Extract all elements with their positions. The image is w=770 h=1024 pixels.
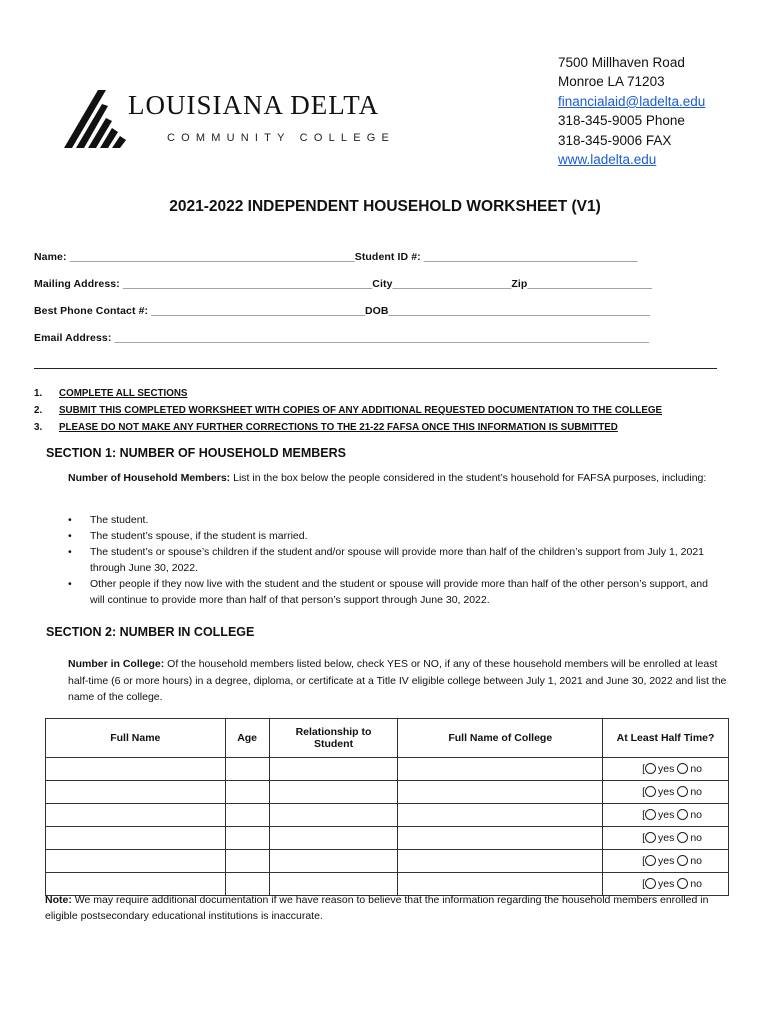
no-radio[interactable] xyxy=(677,832,688,843)
phone-dob-field[interactable]: Best Phone Contact #: ____________________________________DOB____________________________________________ xyxy=(34,305,650,317)
section2-lead-bold: Number in College: xyxy=(68,658,165,670)
no-label: no xyxy=(690,809,702,821)
age-cell[interactable] xyxy=(225,804,269,827)
relationship-cell[interactable] xyxy=(269,850,398,873)
age-cell[interactable] xyxy=(225,758,269,781)
table-row xyxy=(46,827,729,850)
instruction-text: SUBMIT THIS COMPLETED WORKSHEET WITH COPIES OF ANY ADDITIONAL REQUESTED DOCUMENTATION TO THE COLLEGE xyxy=(59,405,663,416)
bracket-text: [ xyxy=(642,786,646,798)
instruction-text: COMPLETE ALL SECTIONS xyxy=(59,388,188,399)
logo-mark-icon xyxy=(64,90,126,148)
bracket-text: [ xyxy=(642,878,646,890)
college-cell[interactable] xyxy=(398,758,603,781)
relationship-cell[interactable] xyxy=(269,781,398,804)
section1-lead-bold: Number of Household Members: xyxy=(68,472,231,484)
no-label: no xyxy=(690,855,702,867)
yes-radio[interactable] xyxy=(645,878,656,889)
bullet-icon: • xyxy=(68,530,72,542)
mailing-address-field[interactable]: Mailing Address: __________________________________________City____________________Zip_____________________ xyxy=(34,278,653,290)
name-student-id-field[interactable]: Name: ________________________________________________Student ID #: ____________________________________ xyxy=(34,251,638,263)
no-radio[interactable] xyxy=(677,878,688,889)
full-name-cell[interactable] xyxy=(46,781,226,804)
half-time-cell xyxy=(603,781,729,804)
half-time-cell xyxy=(603,827,729,850)
full-name-cell[interactable] xyxy=(46,804,226,827)
half-time-cell xyxy=(603,804,729,827)
instruction-number: 2. xyxy=(34,405,43,416)
logo-name: LOUISIANA DELTA xyxy=(128,90,380,120)
yes-label: yes xyxy=(658,832,675,844)
address-line2: Monroe LA 71203 xyxy=(558,74,665,90)
college-cell[interactable] xyxy=(398,804,603,827)
table-header-row xyxy=(46,719,729,758)
yes-radio[interactable] xyxy=(645,832,656,843)
full-name-cell[interactable] xyxy=(46,827,226,850)
list-item xyxy=(68,576,718,608)
table-row xyxy=(46,781,729,804)
half-time-cell xyxy=(603,850,729,873)
half-time-cell xyxy=(603,758,729,781)
instruction-item xyxy=(34,385,662,402)
yes-radio[interactable] xyxy=(645,809,656,820)
instruction-item xyxy=(34,402,662,419)
bracket-text: [ xyxy=(642,809,646,821)
instruction-text: PLEASE DO NOT MAKE ANY FURTHER CORRECTIONS TO THE 21-22 FAFSA ONCE THIS INFORMATION IS SUBMITTED xyxy=(59,422,618,433)
col-header-age: Age xyxy=(225,719,269,758)
col-header-half-time: At Least Half Time? xyxy=(603,719,729,758)
no-radio[interactable] xyxy=(677,763,688,774)
yes-radio[interactable] xyxy=(645,855,656,866)
bracket-text: [ xyxy=(642,855,646,867)
no-radio[interactable] xyxy=(677,855,688,866)
yes-label: yes xyxy=(658,878,675,890)
bullet-icon: • xyxy=(68,514,72,526)
yes-label: yes xyxy=(658,786,675,798)
col-header-college: Full Name of College xyxy=(398,719,603,758)
relationship-cell[interactable] xyxy=(269,827,398,850)
contact-block xyxy=(558,53,705,169)
section2-intro xyxy=(68,656,728,706)
yes-label: yes xyxy=(658,855,675,867)
yes-radio[interactable] xyxy=(645,786,656,797)
instructions-list xyxy=(34,385,662,436)
bracket-text: [ xyxy=(642,832,646,844)
col-header-full-name: Full Name xyxy=(46,719,226,758)
divider-line xyxy=(34,368,717,369)
note-text xyxy=(45,893,725,924)
section2-lead-text: Of the household members listed below, check YES or NO, if any of these household members will be enrolled at least half-time (6 or more hours) in a degree, diploma, or certificate at a Title IV eligible college between July 1, 2021 and June 30, 2022 and list the name of the college. xyxy=(68,658,727,703)
relationship-cell[interactable] xyxy=(269,804,398,827)
phone-line: 318-345-9005 Phone xyxy=(558,113,685,129)
yes-label: yes xyxy=(658,809,675,821)
section1-lead-text: List in the box below the people considered in the student’s household for FAFSA purposes, including: xyxy=(230,472,707,484)
college-cell[interactable] xyxy=(398,827,603,850)
document-title: 2021-2022 INDEPENDENT HOUSEHOLD WORKSHEET (V1) xyxy=(169,198,601,215)
list-item-text: The student’s or spouse’s children if the student and/or spouse will provide more than half of the children’s support from July 1, 2021 through June 30, 2022. xyxy=(90,546,705,574)
age-cell[interactable] xyxy=(225,850,269,873)
instruction-number: 3. xyxy=(34,422,43,433)
table-row xyxy=(46,850,729,873)
bullet-icon: • xyxy=(68,546,72,558)
bracket-text: [ xyxy=(642,763,646,775)
no-radio[interactable] xyxy=(677,809,688,820)
col-header-relationship: Relationship to Student xyxy=(269,719,398,758)
note-label: Note: xyxy=(45,894,72,906)
age-cell[interactable] xyxy=(225,781,269,804)
note-body: We may require additional documentation if we have reason to believe that the information regarding the household members enrolled in eligible postsecondary educational institutions is inaccurate. xyxy=(45,894,709,922)
relationship-cell[interactable] xyxy=(269,758,398,781)
college-cell[interactable] xyxy=(398,781,603,804)
fax-line: 318-345-9006 FAX xyxy=(558,132,672,148)
list-item xyxy=(68,544,718,576)
instruction-item xyxy=(34,419,662,436)
section1-intro xyxy=(68,470,728,487)
no-label: no xyxy=(690,786,702,798)
email-link[interactable]: financialaid@ladelta.edu xyxy=(558,93,706,109)
full-name-cell[interactable] xyxy=(46,850,226,873)
list-item xyxy=(68,512,718,528)
bullet-icon: • xyxy=(68,578,72,590)
list-item-text: The student’s spouse, if the student is married. xyxy=(90,530,308,542)
table-row xyxy=(46,758,729,781)
yes-label: yes xyxy=(658,763,675,775)
instruction-number: 1. xyxy=(34,388,43,399)
no-radio[interactable] xyxy=(677,786,688,797)
email-address-field[interactable]: Email Address: __________________________________________________________________________________________ xyxy=(34,332,650,344)
no-label: no xyxy=(690,763,702,775)
table-row xyxy=(46,804,729,827)
age-cell[interactable] xyxy=(225,827,269,850)
no-label: no xyxy=(690,832,702,844)
list-item-text: The student. xyxy=(90,514,149,526)
section1-heading: SECTION 1: NUMBER OF HOUSEHOLD MEMBERS xyxy=(46,446,347,460)
list-item-text: Other people if they now live with the student and the student or spouse will provide more than half of the other person’s support, and will continue to provide more than half of that person’s support through June 30, 2022. xyxy=(90,578,708,606)
college-cell[interactable] xyxy=(398,850,603,873)
household-members-list xyxy=(68,512,718,608)
website-link[interactable]: www.ladelta.edu xyxy=(558,152,657,168)
logo-subtitle: COMMUNITY COLLEGE xyxy=(167,132,396,144)
yes-radio[interactable] xyxy=(645,763,656,774)
household-table xyxy=(45,718,729,896)
list-item xyxy=(68,528,718,544)
no-label: no xyxy=(690,878,702,890)
section2-heading: SECTION 2: NUMBER IN COLLEGE xyxy=(46,625,255,639)
address-line1: 7500 Millhaven Road xyxy=(558,55,685,70)
full-name-cell[interactable] xyxy=(46,758,226,781)
